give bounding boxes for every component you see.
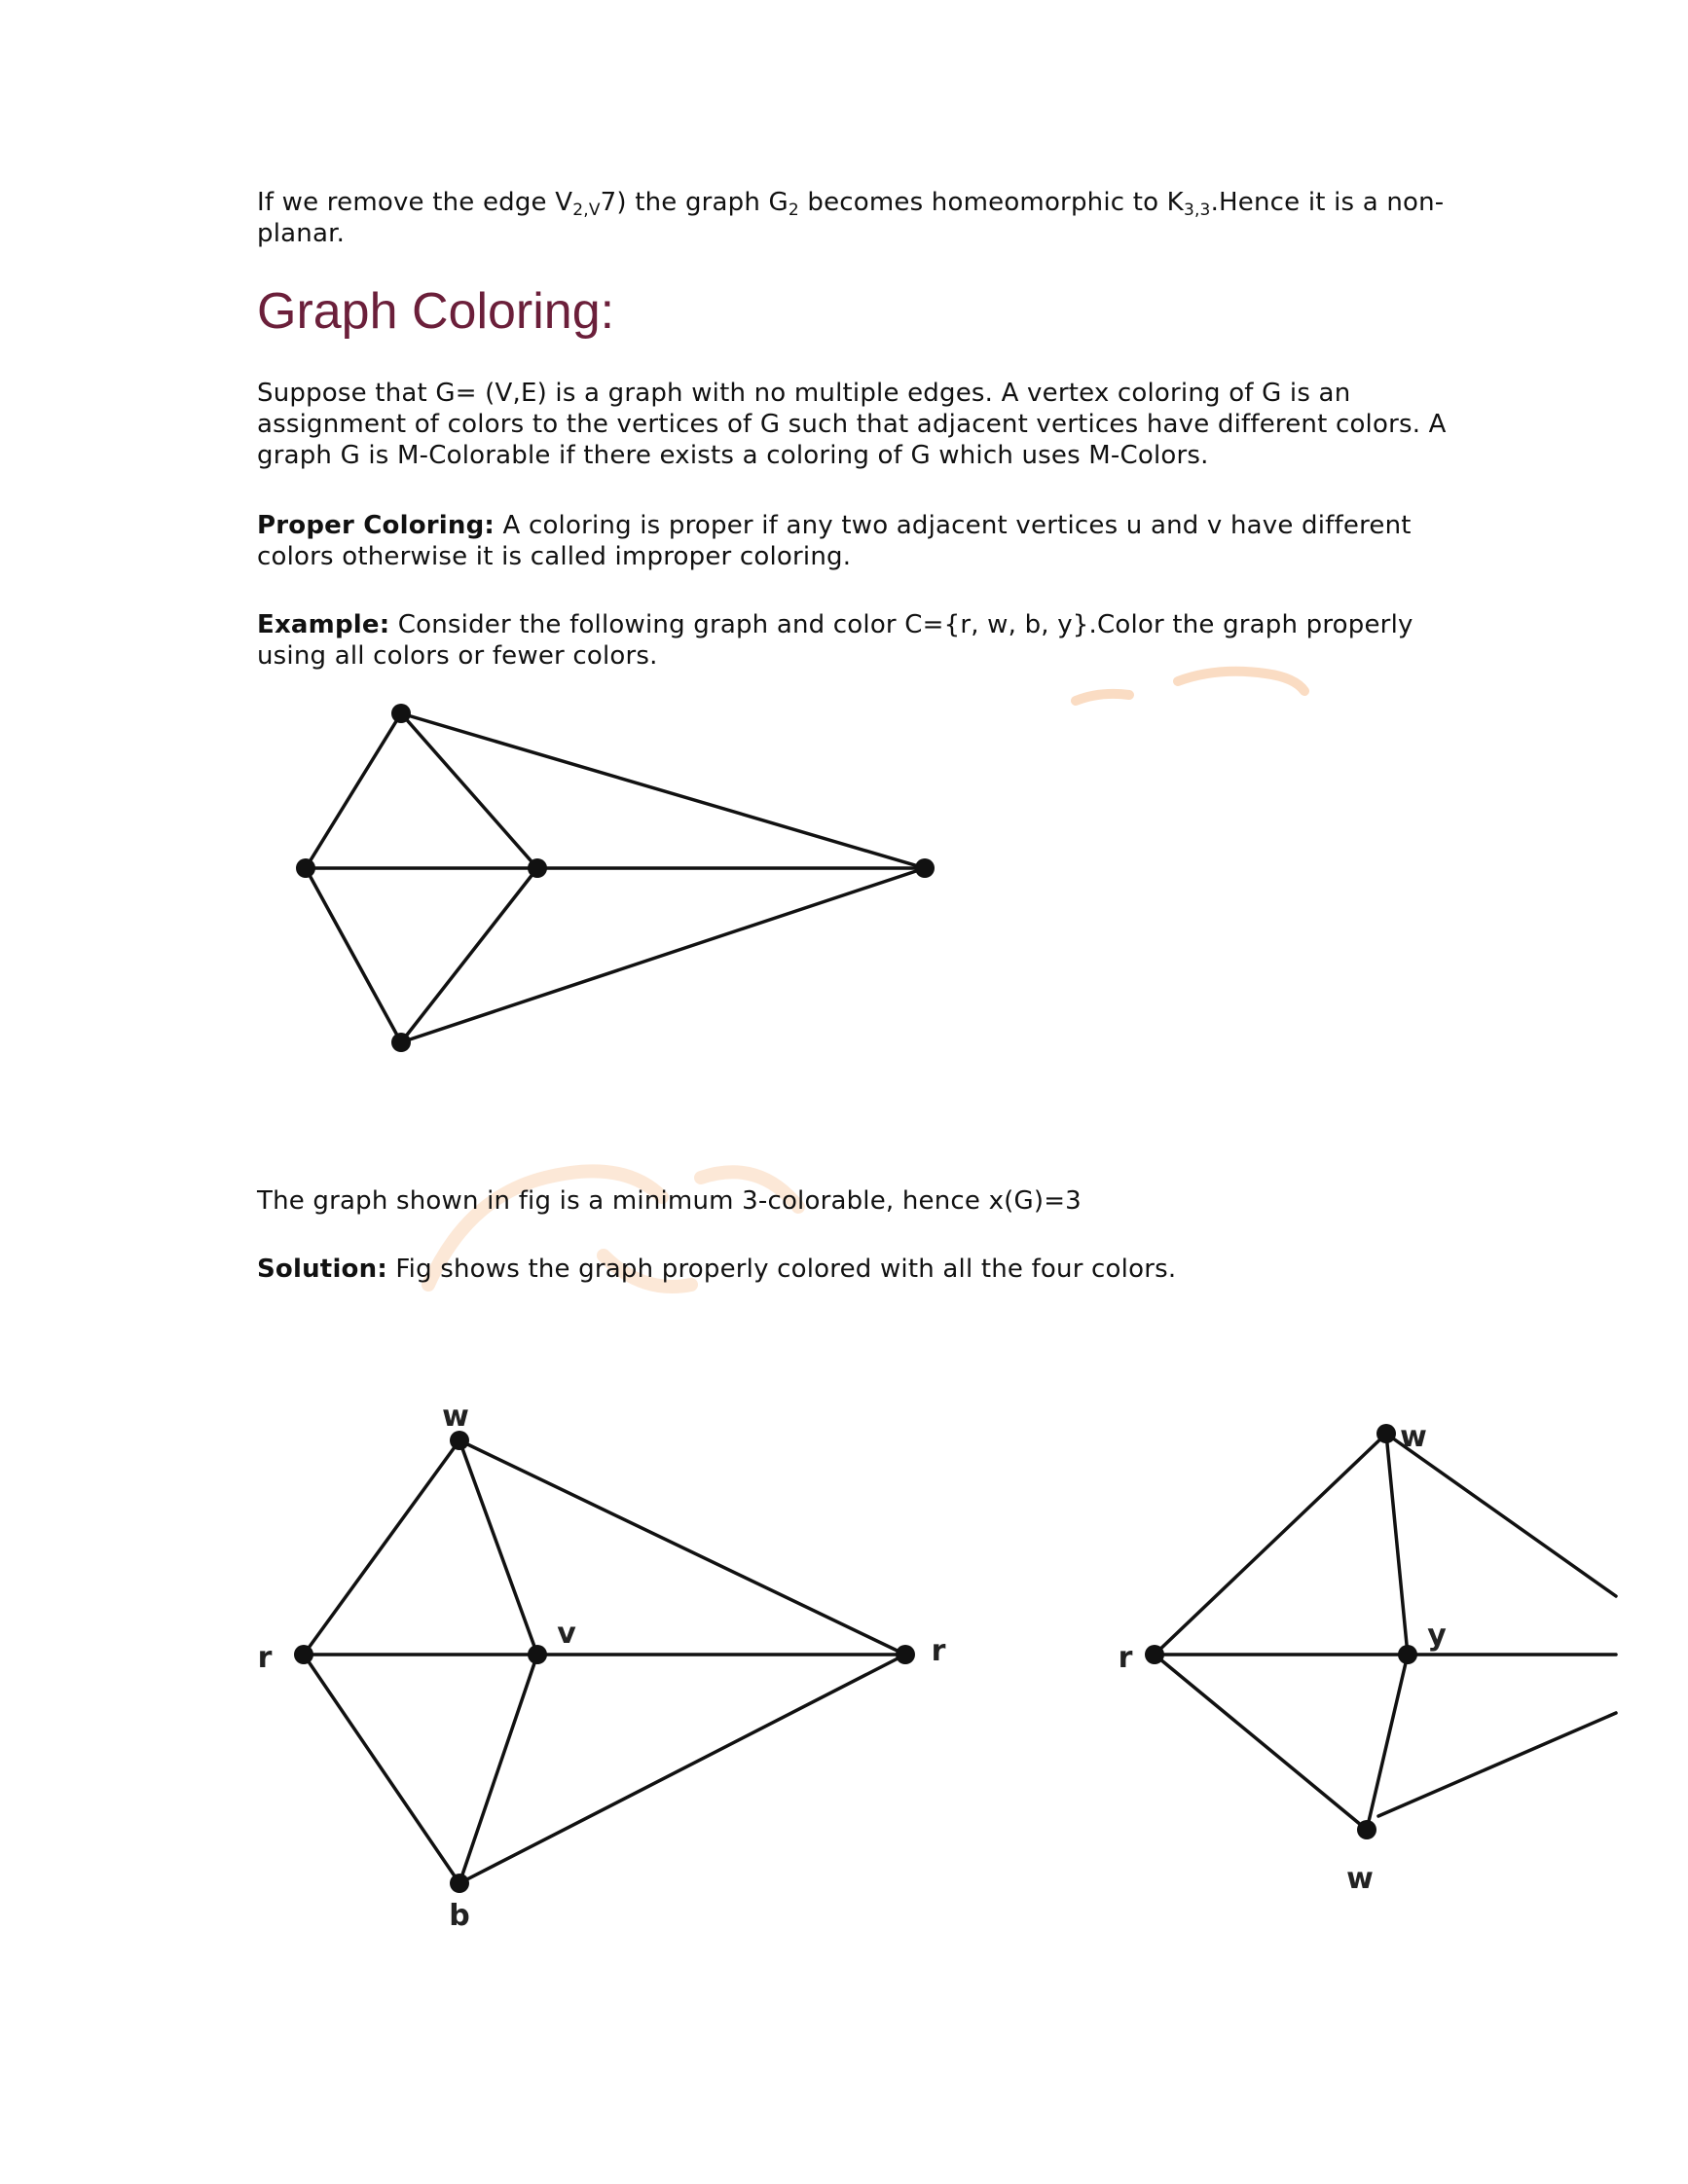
graph-edge — [1367, 1655, 1408, 1830]
vertex-label-top: w — [442, 1400, 469, 1434]
graph-vertex — [450, 1874, 469, 1893]
graph-vertex — [450, 1431, 469, 1450]
result-paragraph: The graph shown in fig is a minimum 3-colorable, hence x(G)=3 — [257, 1186, 1082, 1216]
example-paragraph: Example: Consider the following graph and color C={r, w, b, y}.Color the graph properly using all colors or fewer colors. — [257, 610, 1413, 671]
graph-vertex — [1145, 1645, 1164, 1664]
graph-edge — [304, 1655, 459, 1883]
vertex-label-bottom: w — [1346, 1862, 1374, 1896]
solution-paragraph: Solution: Fig shows the graph properly colored with all the four colors. — [257, 1255, 1177, 1284]
graph-edge — [1155, 1655, 1367, 1830]
intro-paragraph: If we remove the edge $V_{2,V}7$) the graph $G_2$ becomes homeomorphic to $K_{3,3}.Hence$ it is a non-planar. — [257, 188, 1445, 248]
solution-label: Solution: — [257, 1255, 387, 1284]
section-heading: Graph Coloring: — [257, 283, 615, 340]
graph-vertex — [1376, 1424, 1396, 1443]
graph-vertex — [1398, 1645, 1417, 1664]
vertex-label-center: v — [557, 1617, 576, 1651]
graph-edge — [1378, 1713, 1616, 1816]
graph-edge — [1155, 1434, 1386, 1655]
vertex-label-center: y — [1427, 1619, 1447, 1653]
graph-edge — [304, 1440, 459, 1655]
alternate-colored-graph-figure — [1071, 1401, 1608, 1908]
vertex-label-left: r — [257, 1641, 273, 1675]
graph-vertex — [1357, 1820, 1376, 1839]
vertex-label-bottom: b — [449, 1899, 470, 1933]
vertex-label-top: w — [1400, 1420, 1427, 1454]
definition-paragraph: Suppose that G= (V,E) is a graph with no multiple edges. A vertex coloring of G is an assignment of colors to the vertices of G such that adjacent vertices have different colors. A graph G is M-Colorable if there exists a coloring of G which uses M-Colors. — [257, 379, 1447, 470]
graph-vertex — [528, 1645, 547, 1664]
vertex-label-right: r — [931, 1634, 946, 1668]
example-label: Example: — [257, 610, 390, 639]
graph-edge — [1386, 1434, 1408, 1655]
vertex-label-left: r — [1118, 1641, 1133, 1675]
proper-coloring-label: Proper Coloring: — [257, 511, 495, 540]
graph-vertex — [294, 1645, 313, 1664]
graph-edge — [1386, 1434, 1616, 1596]
graph-vertex — [896, 1645, 915, 1664]
proper-coloring-paragraph: Proper Coloring: A coloring is proper if any two adjacent vertices u and v have different colors otherwise it is called improper coloring. — [257, 511, 1412, 571]
